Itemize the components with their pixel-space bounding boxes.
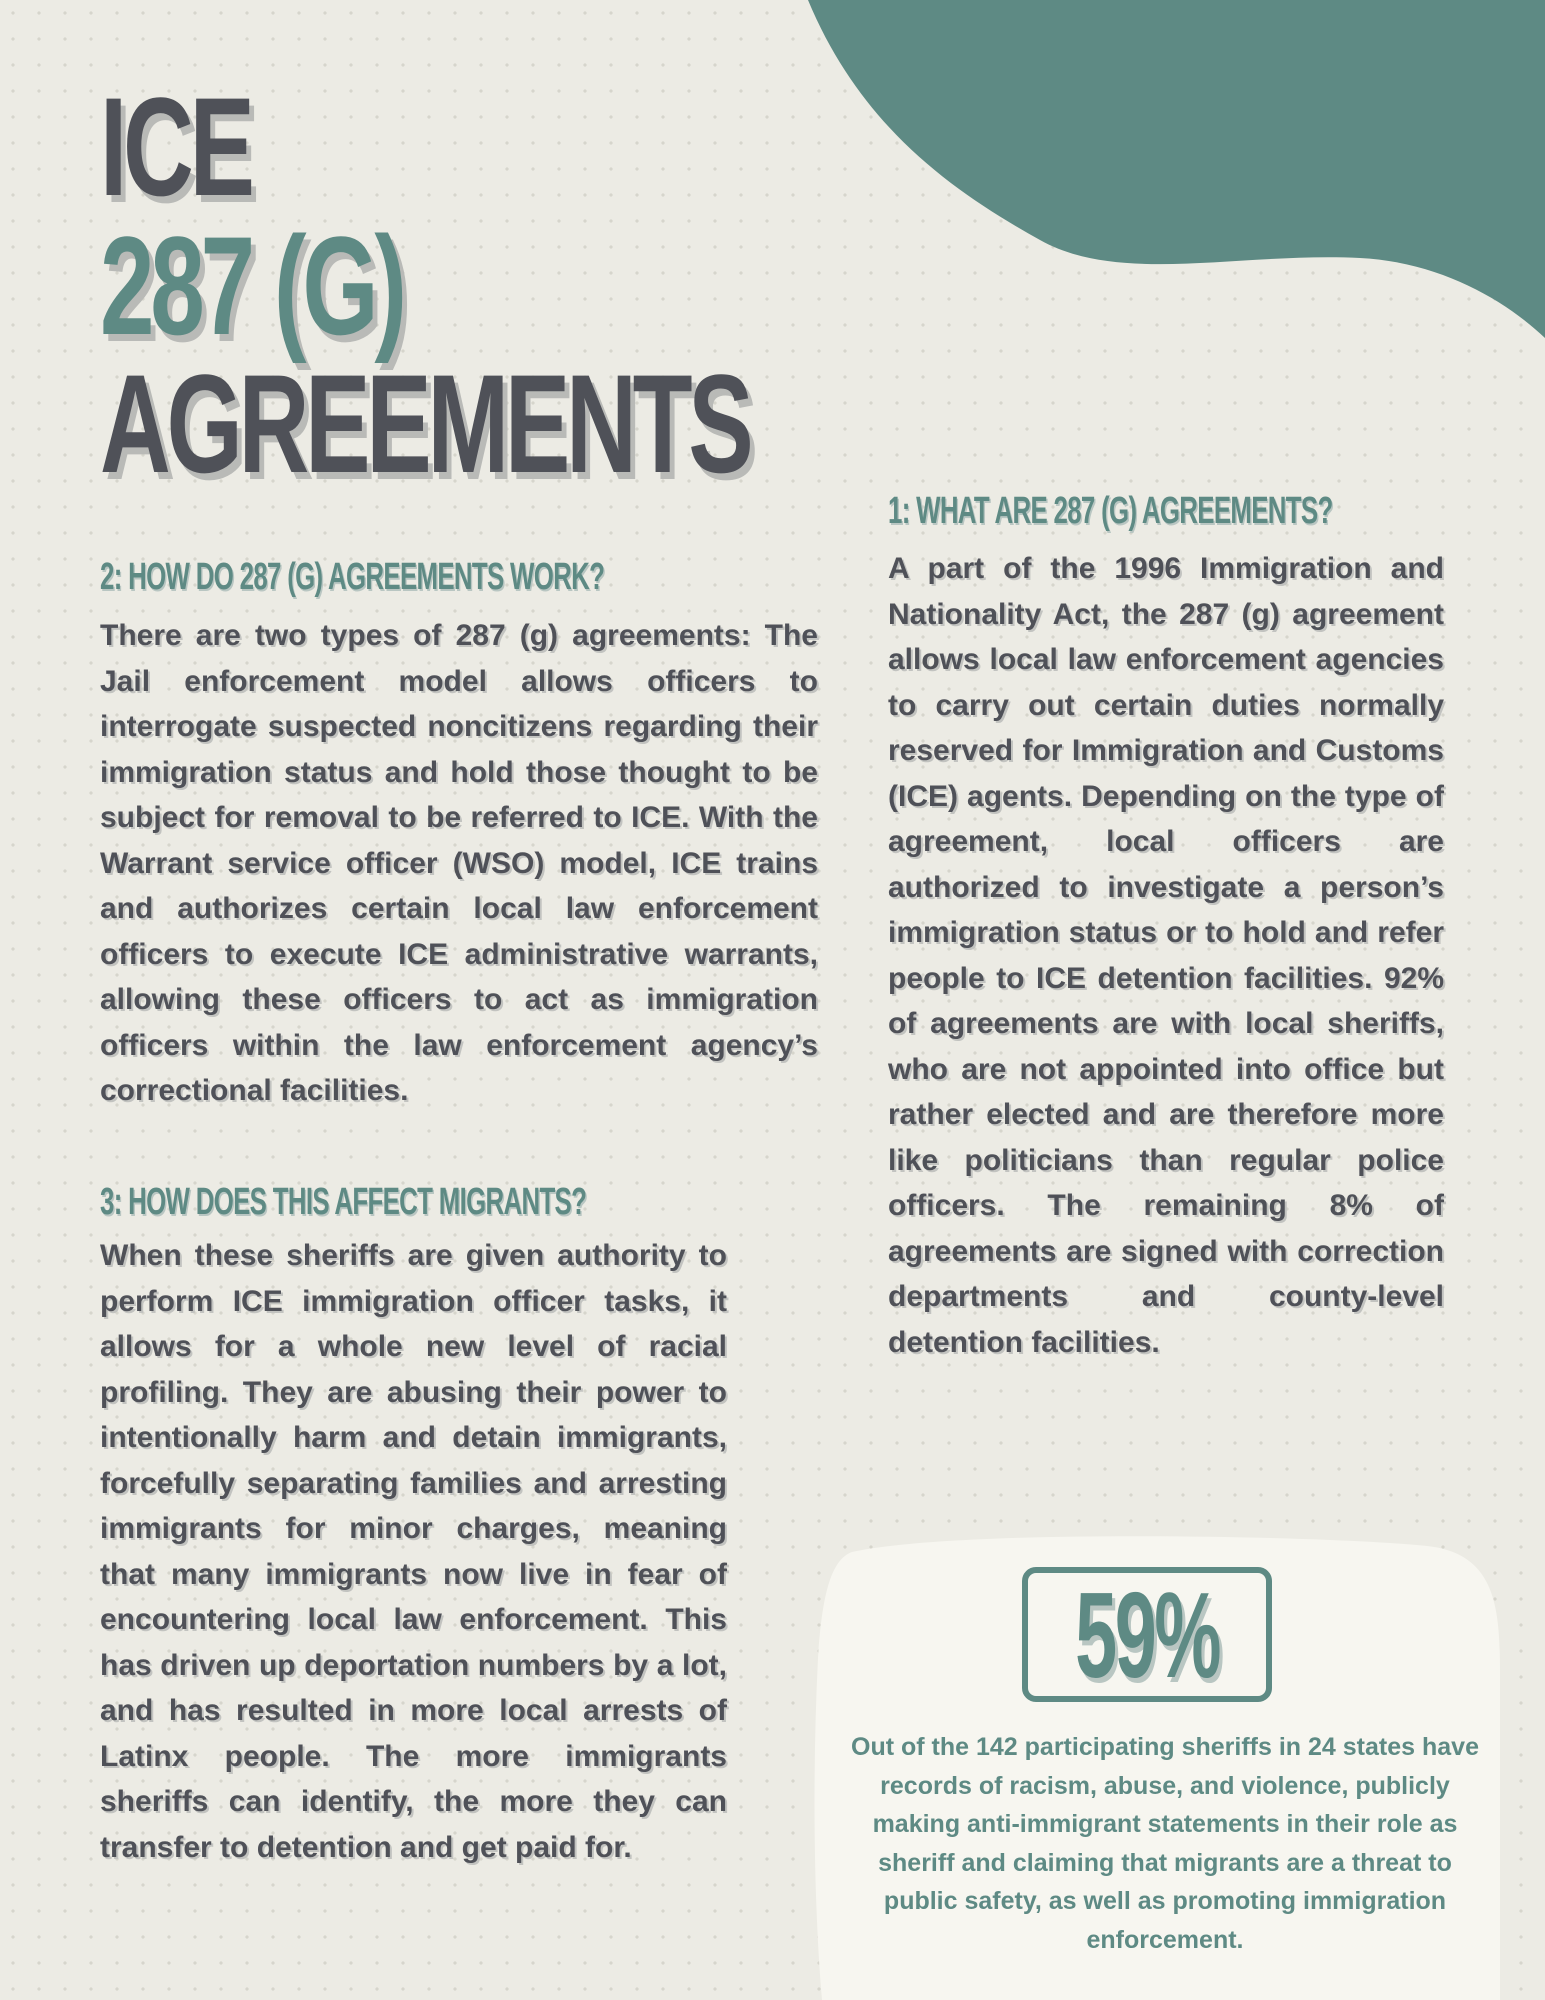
page-title [100, 68, 750, 503]
section3-heading: 3: HOW DOES THIS AFFECT MIGRANTS? [100, 1181, 587, 1223]
section2-heading: 2: HOW DO 287 (G) AGREEMENTS WORK? [100, 556, 605, 598]
title-line-287g: 287 (G) [100, 206, 403, 364]
section1-body: A part of the 1996 Immigration and Nationality Act, the 287 (g) agreement allows local law enforcement agencies to carry out certain duties normally reserved for Immigration and Customs (ICE) agents. Depending on the type of agreement, local officers are authorized to investigate a person’s immigration status or to hold and refer people to ICE detention facilities. 92% of agreements are with local sheriffs, who are not appointed into office but rather elected and are therefore more like politicians than regular police officers. The remaining 8% of agreements are signed with correction departments and county-level detention facilities. [888, 552, 1444, 1359]
stat-highlight-box [1022, 1567, 1272, 1702]
stat-value: 59% [1075, 1566, 1219, 1703]
title-line-ice: ICE [100, 68, 251, 225]
title-line-agreements: AGREEMENTS [100, 345, 750, 503]
section2-body: There are two types of 287 (g) agreements: The Jail enforcement model allows officers to interrogate suspected noncitizens regarding their immigration status and hold those thought to be subject for removal to be referred to ICE. With the Warrant service officer (WSO) model, ICE trains and authorizes certain local law enforcement officers to execute ICE administrative warrants, allowing these officers to act as immigration officers within the law enforcement agency’s correctional facilities. [100, 619, 818, 1107]
section1-heading: 1: WHAT ARE 287 (G) AGREEMENTS? [888, 490, 1333, 532]
section3-body: When these sheriffs are given authority to perform ICE immigration officer tasks, it allows for a whole new level of racial profiling. They are abusing their power to intentionally harm and detain immigrants, forcefully separating families and arresting immigrants for minor charges, meaning that many immigrants now live in fear of encountering local law enforcement. This has driven up deportation numbers by a lot, and has resulted in more local arrests of Latinx people. The more immigrants sheriffs can identify, the more they can transfer to detention and get paid for. [100, 1239, 727, 1864]
stat-caption: Out of the 142 participating sheriffs in 24 states have records of racism, abuse, and violence, publicly making anti-immigrant statements in their role as sheriff and claiming that migrants are a threat to public safety, as well as promoting immigration enforcement. [851, 1733, 1479, 1954]
